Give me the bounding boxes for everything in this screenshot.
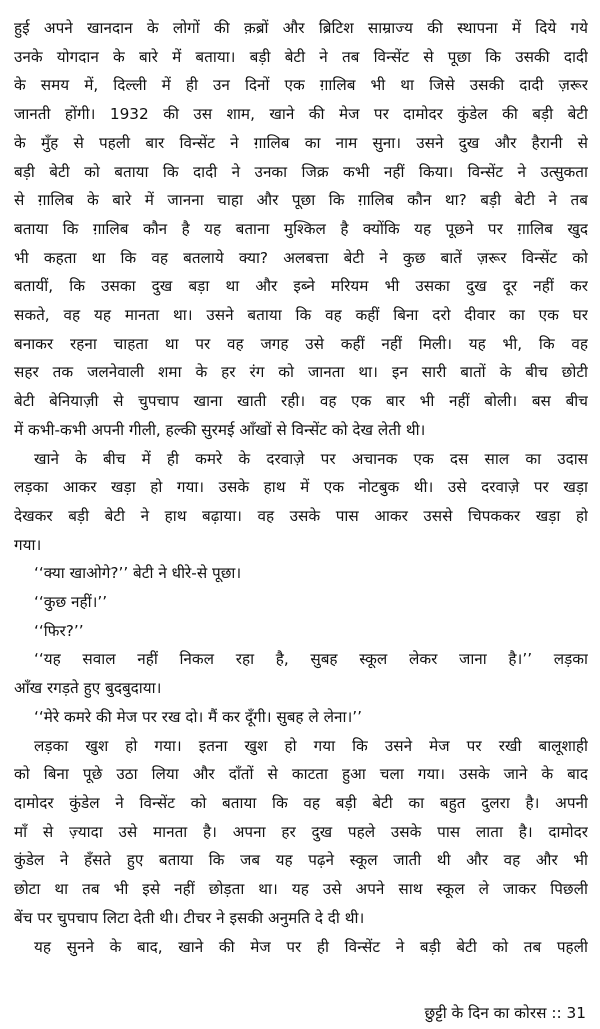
paragraph <box>14 933 588 962</box>
text-line: से ग़ालिब के बारे में जानना चाहा और पूछा कि ग़ालिब कौन था? बड़ी बेटी ने तब <box>14 191 588 210</box>
text-line: गया। <box>14 535 42 554</box>
paragraph <box>14 617 588 646</box>
running-title: छुट्टी के दिन का कोरस <box>424 1004 547 1022</box>
text-line: दामोदर कुंडेल ने विन्सेंट को बताया कि वह बड़ी बेटी का बहुत दुलरा है। अपनी <box>14 793 588 812</box>
paragraph <box>14 645 588 702</box>
text-line: यह सुनने के बाद, खाने की मेज पर ही विन्सेंट ने बड़ी बेटी को तब पहली <box>34 937 588 956</box>
text-line: बताया कि ग़ालिब कौन है यह बताना मुश्किल है क्योंकि यह पूछने पर ग़ालिब खुद <box>14 219 588 238</box>
text-line: हुई अपने खानदान के लोगों की क़ब्रों और ब्रिटिश साम्राज्य की स्थापना में दिये गये <box>14 19 588 37</box>
text-line: देखकर बड़ी बेटी ने हाथ बढ़ाया। वह उसके पास आकर उससे चिपककर खड़ा हो <box>14 506 588 525</box>
text-line: बनाकर रहना चाहता था पर वह जगह उसे कहीं नहीं मिली। यह भी, कि वह <box>14 334 588 353</box>
page-footer <box>425 1003 587 1023</box>
text-line: ‘‘यह सवाल नहीं निकल रहा है, सुबह स्कूल लेकर जाना है।’’ लड़का <box>34 650 588 669</box>
text-line: ‘‘मेरे कमरे की मेज पर रख दो। मैं कर दूँगी। सुबह ले लेना।’’ <box>34 707 362 726</box>
text-line: के मुँह से पहली बार विन्सेंट ने ग़ालिब का नाम सुना। उसने दुख और हैरानी से <box>14 133 588 152</box>
paragraph <box>14 14 588 445</box>
text-line: ‘‘फिर?’’ <box>34 621 84 640</box>
footer-separator: :: <box>551 1004 562 1022</box>
text-line: लड़का खुश हो गया। इतना खुश हो गया कि उसने मेज पर रखी बालूशाही <box>34 736 588 755</box>
text-line: ‘‘कुछ नहीं।’’ <box>34 593 108 612</box>
text-line: बेंच पर चुपचाप लिटा देती थी। टीचर ने इसकी अनुमति दे दी थी। <box>14 908 365 927</box>
paragraph <box>14 588 588 617</box>
text-line: को बिना पूछे उठा लिया और दाँतों से काटता हुआ चला गया। उसके जाने के बाद <box>14 765 588 784</box>
text-line: माँ से ज़्यादा उसे मानता है। अपना हर दुख पहले उसके पास लाता है। दामोदर <box>14 822 588 841</box>
text-line: बड़ी बेटी को बताया कि दादी ने उनका जिक्र कभी नहीं किया। विन्सेंट ने उत्सुकता <box>14 162 588 181</box>
text-line: आँख रगड़ते हुए बुदबुदाया। <box>14 679 162 698</box>
text-line: जानती होंगी। 1932 की उस शाम, खाने की मेज पर दामोदर कुंडेल की बड़ी बेटी <box>14 105 588 124</box>
paragraph <box>14 703 588 732</box>
text-line: खाने के बीच में ही कमरे के दरवाज़े पर अचानक एक दस साल का उदास <box>34 449 588 468</box>
text-line: में कभी-कभी अपनी गीली, हल्की सुरमई आँखों से विन्सेंट को देख लेती थी। <box>14 420 426 439</box>
paragraph <box>14 445 588 560</box>
paragraph <box>14 732 588 933</box>
text-line: सकते, वह यह मानता था। उसने बताया कि वह कहीं बिना दरो दीवार का एक घर <box>14 306 588 325</box>
book-page-text <box>14 14 588 961</box>
text-line: उनके योगदान के बारे में बताया। बड़ी बेटी ने तब विन्सेंट से पूछा कि उसकी दादी <box>14 47 588 66</box>
page-number: 31 <box>566 1004 586 1022</box>
text-line: के समय में, दिल्ली में ही उन दिनों एक ग़ालिब भी था जिसे उसकी दादी ज़रूर <box>14 76 588 95</box>
paragraph <box>14 559 588 588</box>
text-line: बतायीं, कि उसका दुख बड़ा था और इब्ने मरियम भी उसका दुख दूर नहीं कर <box>14 277 588 296</box>
text-line: सहर तक जलनेवाली शमा के हर रंग को जानता था। इन सारी बातों के बीच छोटी <box>14 363 588 382</box>
text-line: भी कहता था कि वह बतलाये क्या? अलबत्ता बेटी ने कुछ बातें ज़रूर विन्सेंट को <box>14 248 588 267</box>
text-line: लड़का आकर खड़ा हो गया। उसके हाथ में एक नोटबुक थी। उसे दरवाज़े पर खड़ा <box>14 478 588 497</box>
text-line: ‘‘क्या खाओगे?’’ बेटी ने धीरे-से पूछा। <box>34 564 242 583</box>
text-line: बेटी बेनियाज़ी से चुपचाप खाना खाती रही। वह एक बार भी नहीं बोली। बस बीच <box>14 392 588 411</box>
text-line: छोटा था तब भी इसे नहीं छोड़ता था। यह उसे अपने साथ स्कूल ले जाकर पिछली <box>14 880 588 899</box>
text-line: कुंडेल ने हँसते हुए बताया कि जब यह पढ़ने स्कूल जाती थी और वह और भी <box>14 851 588 870</box>
